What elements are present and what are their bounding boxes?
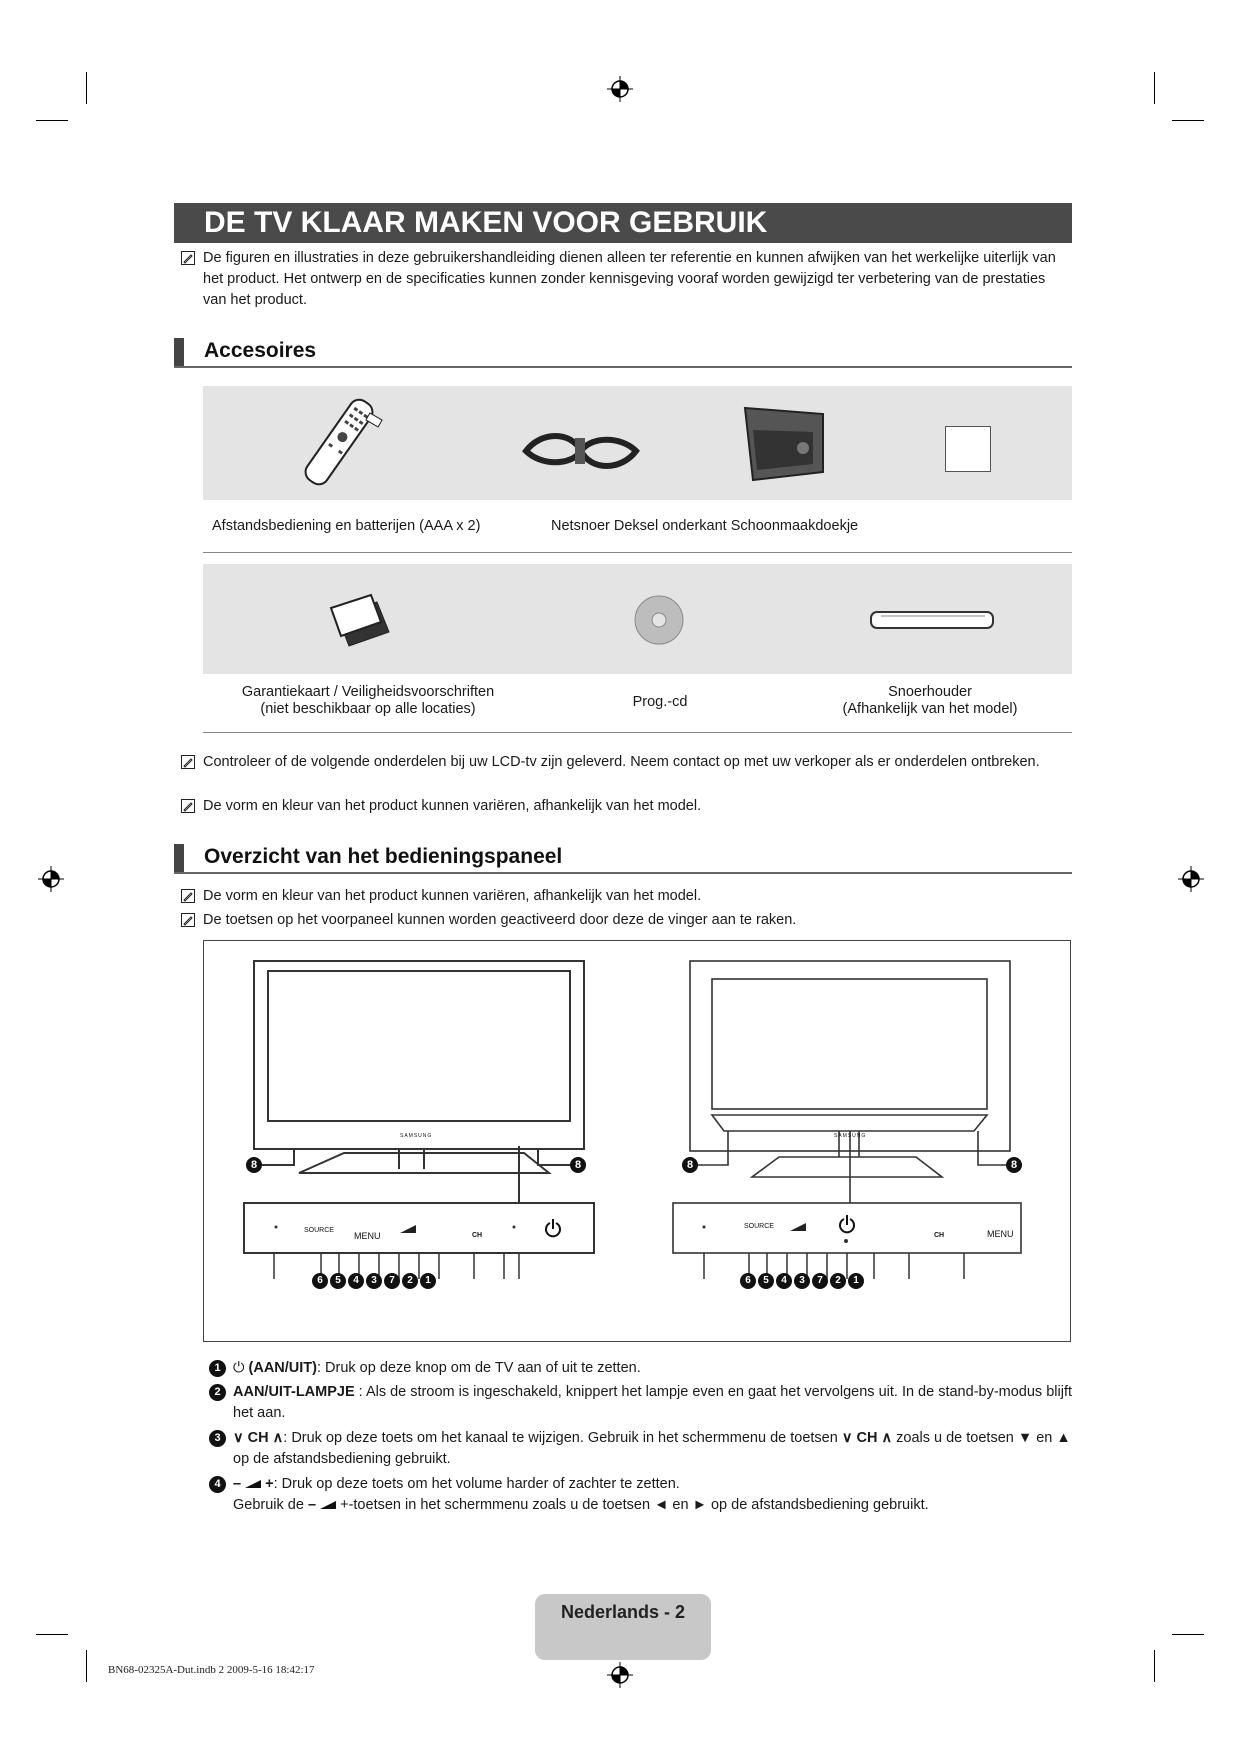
chevron-up-icon: ∧: [881, 1430, 893, 1446]
control-panel-diagram: [203, 940, 1071, 1342]
callout-row: [740, 1273, 864, 1289]
item-number: 3: [209, 1430, 226, 1447]
item-title: CH: [856, 1430, 878, 1446]
callout-number: 2: [402, 1273, 418, 1289]
crop-mark: [1154, 1650, 1155, 1682]
callout-number: 7: [812, 1273, 828, 1289]
program-cd-icon: [633, 594, 685, 646]
item-number: 2: [209, 1384, 226, 1401]
description-item: [214, 1358, 1073, 1379]
warranty-card-icon: [327, 590, 397, 650]
registration-mark-icon: [607, 76, 633, 102]
item-title: (AAN/UIT): [248, 1360, 317, 1376]
accessory-caption: [600, 694, 720, 711]
item-text: +-toetsen in het schermmenu zoals u de toetsen ◄ en ► op de afstandsbediening gebruikt.: [340, 1497, 929, 1513]
callout-number: 6: [312, 1273, 328, 1289]
callout-number: 4: [776, 1273, 792, 1289]
section-heading: Accesoires: [204, 339, 317, 362]
cleaning-cloth-icon: [945, 426, 991, 472]
crop-mark: [36, 1634, 68, 1635]
description-item: [214, 1428, 1073, 1470]
note-icon: [181, 755, 195, 769]
crop-mark: [36, 120, 68, 121]
section-bar: [174, 338, 184, 366]
note-text: Controleer of de volgende onderdelen bij uw LCD-tv zijn geleverd. Neem contact op met uw verkoper als er onderdelen ontbreken.: [203, 754, 1040, 770]
crop-mark: [1154, 72, 1155, 104]
item-text: : Druk op deze toets om het volume harder of zachter te zetten.: [273, 1476, 680, 1492]
section-accessories: [174, 336, 1072, 368]
callout-number: 3: [366, 1273, 382, 1289]
minus-icon: –: [307, 1497, 317, 1513]
accessories-note: [203, 796, 1063, 817]
section-control-panel: [174, 842, 1072, 874]
volume-icon: [245, 1480, 261, 1488]
caption-line: (niet beschikbaar op alle locaties): [260, 701, 476, 717]
callout-8: 8: [1006, 1157, 1022, 1173]
panel-note: [203, 886, 1063, 907]
crop-mark: [1172, 1634, 1204, 1635]
registration-mark-icon: [38, 866, 64, 892]
callout-number: 2: [830, 1273, 846, 1289]
caption-line: Garantiekaart / Veiligheidsvoorschriften: [241, 684, 495, 700]
registration-mark-icon: [607, 1662, 633, 1688]
accessory-caption: Afstandsbediening en batterijen (AAA x 2): [212, 518, 481, 534]
registration-mark-icon: [1178, 866, 1204, 892]
item-number: 4: [209, 1476, 226, 1493]
remote-control-icon: [289, 394, 399, 490]
page-number-tab: [535, 1594, 711, 1660]
note-icon: [181, 913, 195, 927]
source-label: SOURCE: [304, 1227, 334, 1234]
ch-label: CH: [934, 1232, 945, 1239]
accessory-caption: Netsnoer Deksel onderkant Schoonmaakdoekje: [551, 518, 859, 534]
item-title: AAN/UIT-LAMPJE: [233, 1384, 355, 1400]
callout-number: 3: [794, 1273, 810, 1289]
item-text: : Als de stroom is ingeschakeld, knippert het lampje even en gaat het vervolgens uit. In de stand-by-modus blijft het aan.: [233, 1384, 1072, 1421]
callout-number: 1: [420, 1273, 436, 1289]
page-title: DE TV KLAAR MAKEN VOOR GEBRUIK: [174, 203, 1072, 243]
item-text: : Druk op deze knop om de TV aan of uit te zetten.: [316, 1360, 641, 1376]
item-text: Gebruik de: [233, 1497, 304, 1513]
page-label: Nederlands - 2: [560, 1602, 686, 1622]
file-info: BN68-02325A-Dut.indb 2 2009-5-16 18:42:17: [108, 1664, 315, 1676]
menu-label: MENU: [354, 1231, 381, 1241]
menu-label: MENU: [987, 1229, 1014, 1239]
volume-icon: [320, 1501, 336, 1509]
accessories-note: [203, 752, 1063, 773]
callout-number: 5: [330, 1273, 346, 1289]
callout-8: 8: [570, 1157, 586, 1173]
description-item: [214, 1474, 1073, 1516]
chevron-up-icon: ∧: [272, 1430, 284, 1446]
crop-mark: [86, 72, 87, 104]
crop-mark: [1172, 120, 1204, 121]
section-heading: Overzicht van het bedieningspaneel: [204, 845, 563, 868]
chevron-down-icon: ∨: [233, 1430, 244, 1446]
note-icon: [181, 251, 195, 265]
intro-note: [203, 248, 1071, 311]
item-number: 1: [209, 1360, 226, 1377]
callout-number: 7: [384, 1273, 400, 1289]
accessories-image-row-2: [203, 564, 1072, 674]
callout-number: 1: [848, 1273, 864, 1289]
accessory-caption: [233, 684, 503, 718]
ch-label: CH: [472, 1232, 483, 1239]
brand-label: SAMSUNG: [834, 1133, 867, 1139]
cover-bottom-icon: [733, 400, 833, 488]
note-text: De vorm en kleur van het product kunnen variëren, afhankelijk van het model.: [203, 888, 702, 904]
note-text: De vorm en kleur van het product kunnen variëren, afhankelijk van het model.: [203, 798, 702, 814]
item-title: +: [265, 1476, 274, 1492]
callout-8: 8: [246, 1157, 262, 1173]
intro-note-text: De figuren en illustraties in deze gebruikershandleiding dienen alleen ter referentie en kunnen afwijken van het werkelijke uiterlijk van het product. Het ontwerp en de specificaties kunnen zonder kennisgeving vooraf worden gewijzigd ter verbetering van de prestaties van het product.: [203, 250, 1056, 308]
callout-8: 8: [682, 1157, 698, 1173]
item-title: CH: [247, 1430, 269, 1446]
divider: [203, 552, 1072, 553]
minus-icon: –: [233, 1476, 242, 1492]
source-label: SOURCE: [744, 1223, 774, 1230]
divider: [203, 732, 1072, 733]
accessory-caption: [820, 684, 1040, 718]
power-cord-icon: [521, 426, 641, 476]
power-icon: ⏻: [233, 1360, 245, 1376]
chevron-down-icon: ∨: [841, 1430, 853, 1446]
caption-line: Snoerhouder: [888, 684, 972, 700]
crop-mark: [86, 1650, 87, 1682]
note-text: De toetsen op het voorpaneel kunnen worden geactiveerd door deze de vinger aan te raken.: [203, 912, 797, 928]
section-bar: [174, 844, 184, 872]
accessories-image-row-1: [203, 386, 1072, 500]
description-item: [214, 1382, 1073, 1424]
callout-number: 5: [758, 1273, 774, 1289]
caption-line: Prog.-cd: [632, 694, 688, 710]
note-icon: [181, 799, 195, 813]
callout-row: [312, 1273, 436, 1289]
note-icon: [181, 889, 195, 903]
panel-note: [203, 910, 1063, 931]
callout-number: 4: [348, 1273, 364, 1289]
item-text: zoals u de toetsen ▼ en ▲ op de afstandsbediening gebruikt.: [233, 1430, 1071, 1467]
item-text: : Druk op deze toets om het kanaal te wijzigen. Gebruik in het schermmenu de toetsen: [283, 1430, 838, 1446]
callout-number: 6: [740, 1273, 756, 1289]
cable-holder-icon: [867, 606, 999, 634]
caption-line: (Afhankelijk van het model): [842, 701, 1018, 717]
brand-label: SAMSUNG: [400, 1133, 433, 1139]
